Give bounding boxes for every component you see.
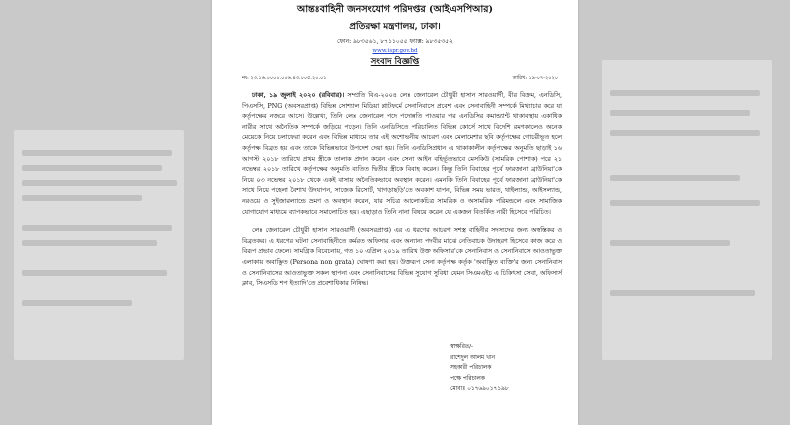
reference-date: তারিখ: ১৯-০৭-২০২০ <box>512 75 558 81</box>
signatory-mobile: মোবাঃ ০১৭৬৯০১৭১৯৮ <box>450 386 509 392</box>
blurred-text-line <box>610 200 760 206</box>
phone-fax: ফোন: ৯৮৩৫৬১, ৮৭১১০৫৫ ফ্যাক্স: ৯৮৩৫৩৫২ <box>337 38 453 45</box>
document-title: সংবাদ বিজ্ঞপ্তি <box>370 57 420 67</box>
paragraph-2-text: লেঃ জেনারেল চৌধুরী হাসান সারওয়ার্দী (অবসরপ্রাপ্ত) এর এ ধরণের আচরণ সশস্ত্র বাহিনীর সদস্যদের জন্য অস্বস্তিকর ও বিব্রতকর। এ ধরণের ঘটনা সেনাবাহিনীতে কর্মরত অফিসার এবং অন্যান্য পদবীর মাঝে নেতিবাচক উদাহরণ হিসেবে কাজ করে ও বিরূপ প্রভাব ফেলে। সামগ্রিক বিবেচনায়, গত ১০ এপ্রিল ২০১৯ তারিখ উক্ত অফিসার'কে সেনানিবাস ও সেনানিবাসে আওতাভুক্ত এলাকায় অবাঞ্ছিত (Persona non grata) ঘোষণা করা হয়। উক্তরূপ সেনা কর্তৃপক্ষ কর্তৃক 'অবাঞ্ছিত ব্যক্তি'র জন্য সেনানিবাস ও সেনানিবাসের আওতাভুক্ত সকল স্থাপনা এবং সেনানিবাসের বিভিন্ন সুযোগ সুবিধা যেমন সিএমএইচ এ চিকিৎসা সেবা, অফিসার্স ক্লাব, সিএসডি শপ ইত্যাদি'তে প্রবেশাধিকার নিষিদ্ধ। <box>242 227 562 288</box>
ministry-name: প্রতিরক্ষা মন্ত্রণালয়, ঢাকা। <box>349 22 441 32</box>
website-link[interactable]: www.ispr.gov.bd <box>372 48 418 54</box>
press-release-document <box>212 0 578 425</box>
blurred-text-line <box>22 240 157 246</box>
letterhead <box>212 3 578 69</box>
blurred-article-right <box>602 60 772 360</box>
background-left <box>0 0 212 425</box>
blurred-text-line <box>22 150 172 156</box>
signatory-on-behalf: পক্ষে পরিচালক <box>450 375 485 382</box>
blurred-text-line <box>610 175 740 181</box>
paragraph-1-text: সম্প্রতি বিএ-২০০৪ লেঃ জেনারেল চৌধুরী হাসান সারওয়ার্দী, বীর বিক্রম, এনডিসি, পিএসসি, PNG (অবসরপ্রাপ্ত) বিভিন্ন সোশ্যাল মিডিয়া প্লাটফর্মে সেনানিবাসে প্রবেশ এবং সেনাবাহিনী সম্পর্কে মিথ্যাচার করে যা কর্তৃপক্ষের নজরে আসে। উল্লেখ্য, তিনি লেঃ জেনারেল পদে পদোন্নতি পাওয়ার পর এনডিসির কমান্ড্যান্ট থাকাবস্থায় একাধিক নারীর সাথে অনৈতিক সম্পর্কে জড়িয়ে পড়েন। তিনি এনডিসিতে পরিচালিত বিভিন্ন কোর্সে সাথে বিদেশি রমণকালেও অনেক মেয়েকে নিয়ে চলাফেরা করেন এবং বিভিন্ন মাধ্যমে তার এই অশোভনীয় আচরণ এবং মেলামেশার ছবি কর্তৃপক্ষের গোচরীভূত হলে কর্তৃপক্ষ বিব্রত হয় এবং তাকে বিভিন্নভাবে উপদেশ দেয়া হয়। তিনি এনডিসিপ্রধান এ থাকাকালীন কর্তৃপক্ষের অনুমতি ছাড়াই ১৬ আগস্ট ২০১৮ তারিখে প্রথম স্ত্রীকে তালাক প্রদান করেন এবং সেনা আইন বহির্ভূতভাবে মেসকিউ (সামরিক পোশাক) পরে ২১ নভেম্বর ২০১৮ তারিখে কর্তৃপক্ষের অনুমতি ব্যতিত দ্বিতীয় স্ত্রীকে বিবাহ করেন। কিন্তু তিনি বিবাহের পূর্বে ফারজানা ব্রাউনিয়া'কে নিয়ে ০৩ নভেম্বর ২০১৮ থেকে একই বাসায় অনৈতিকভাবে অবস্থান করেন। এমনকি তিনি বিবাহের পূর্বে ফারজানা ব্রাউনিয়া'কে সাথে নিয়ে পহেলা বৈশাখ উদযাপন, সাজেক রিসোর্ট, খাগড়াছড়ি'তে অবকাশ যাপন, বিভিন্ন সময় ভারত, থাইল্যান্ড, আইসল্যান্ড, নরওয়ে ও সুইজারল্যান্ডে ভ্রমণ ও অবস্থান করেন, যার সচিত্র আলোকচিত্র সামরিক ও অসামরিক পরিমন্ডলে এবং সামাজিক যোগাযোগ মাধ্যমে ব্যাপকভাবে সমালোচিত হয়। এছাড়াও তিনি নানা বিষয়ে করেন যে একজন বিতর্কিত নারী হিসেবে পরিচিত। <box>242 92 562 216</box>
reference-row <box>242 75 558 83</box>
blurred-text-line <box>22 180 177 186</box>
organization-name: আন্তঃবাহিনী জনসংযোগ পরিদপ্তর (আইএসপিআর) <box>297 4 493 15</box>
blurred-text-line <box>22 225 172 231</box>
signature-block <box>450 342 509 395</box>
signatory-name: রাশেদুল আলম খান <box>450 354 495 361</box>
blurred-text-line <box>22 270 167 276</box>
signatory-designation: সহকারী পরিচালক <box>450 365 492 371</box>
blurred-text-line <box>22 195 142 201</box>
blurred-text-line <box>610 240 730 246</box>
dateline: ঢাকা, ১৯ জুলাই ২০২০ (রবিবার)। <box>252 92 345 99</box>
blurred-text-line <box>610 130 760 136</box>
background-right <box>578 0 790 425</box>
paragraph-2 <box>242 226 562 290</box>
blurred-text-line <box>610 290 755 296</box>
blurred-text-line <box>22 165 162 171</box>
blurred-text-line <box>22 300 132 306</box>
paragraph-1 <box>242 91 562 218</box>
signature-label: স্বাক্ষরিত/- <box>450 344 474 350</box>
reference-number: নং: ২৩.১৬.০০০০.০০৬.৪৩.০০৫.২০.০১ <box>242 75 327 81</box>
blurred-text-line <box>610 90 760 96</box>
blurred-text-line <box>610 110 750 116</box>
